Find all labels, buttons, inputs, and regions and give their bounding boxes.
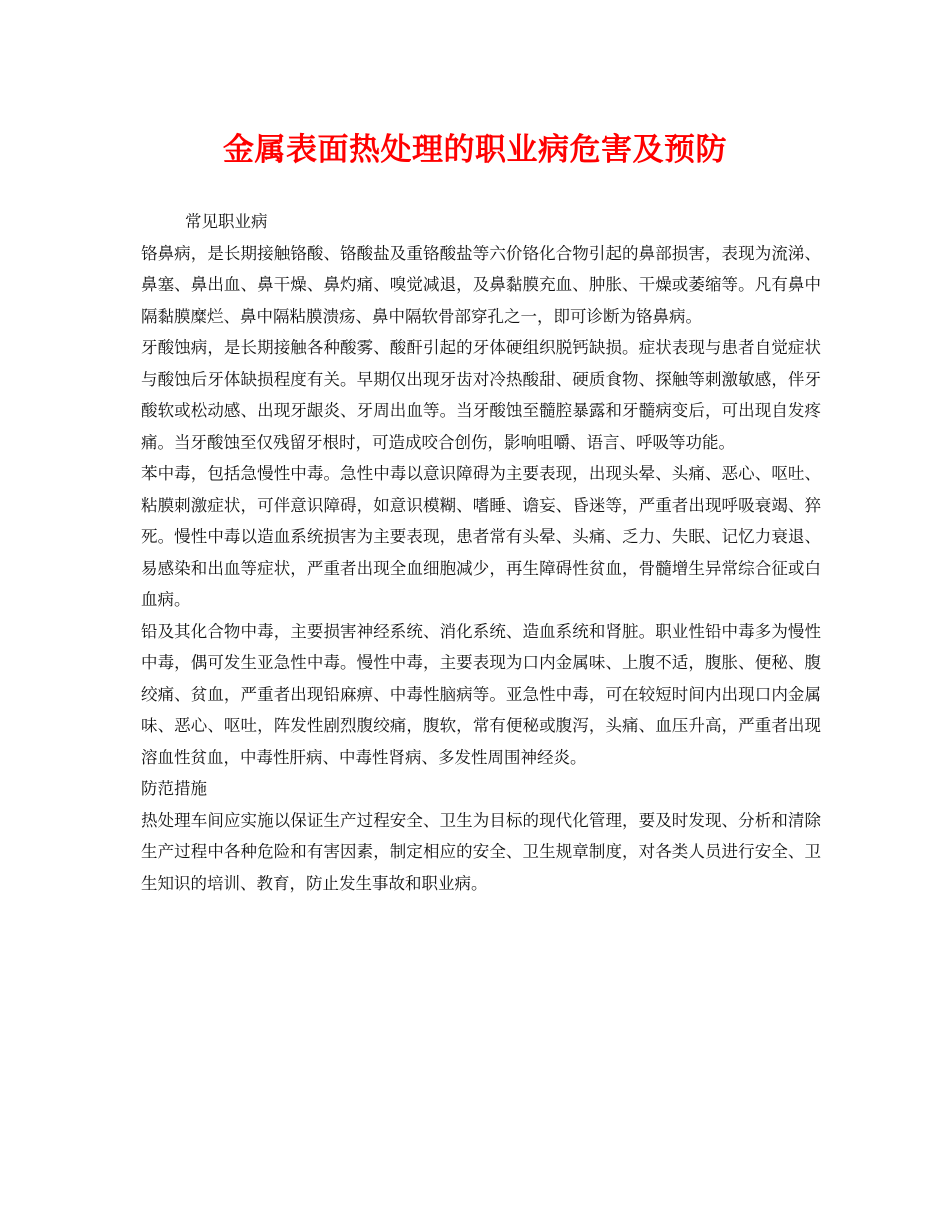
paragraph-benzene-poisoning: 苯中毒，包括急慢性中毒。急性中毒以意识障碍为主要表现，出现头晕、头痛、恶心、呕吐、粘膜刺激症状，可伴意识障碍，如意识模糊、嗜睡、谵妄、昏迷等，严重者出现呼吸衰竭、猝死。慢性中毒以造血系统损害为主要表现，患者常有头晕、头痛、乏力、失眠、记忆力衰退、易感染和出血等症状，严重者出现全血细胞减少，再生障碍性贫血，骨髓增生异常综合征或白血病。: [141, 464, 821, 609]
paragraph-dental-erosion: 牙酸蚀病，是长期接触各种酸雾、酸酐引起的牙体硬组织脱钙缺损。症状表现与患者自觉症状与酸蚀后牙体缺损程度有关。早期仅出现牙齿对冷热酸甜、硬质食物、探触等刺激敏感，伴牙酸软或松动感、出现牙龈炎、牙周出血等。当牙酸蚀至髓腔暴露和牙髓病变后，可出现自发疼痛。当牙酸蚀至仅残留牙根时，可造成咬合创伤，影响咀嚼、语言、呼吸等功能。: [141, 338, 821, 452]
document-title: 金属表面热处理的职业病危害及预防: [223, 132, 727, 168]
paragraph-lead-poisoning: 铅及其化合物中毒，主要损害神经系统、消化系统、造血系统和肾脏。职业性铅中毒多为慢性中毒，偶可发生亚急性中毒。慢性中毒，主要表现为口内金属味、上腹不适，腹胀、便秘、腹绞痛、贫血，严重者出现铅麻痹、中毒性脑病等。亚急性中毒，可在较短时间内出现口内金属味、恶心、呕吐，阵发性剧烈腹绞痛，腹软，常有便秘或腹泻，头痛、血压升高，严重者出现溶血性贫血，中毒性肝病、中毒性肾病、多发性周围神经炎。: [141, 621, 821, 767]
paragraph-chromium-nose-disease: 铬鼻病，是长期接触铬酸、铬酸盐及重铬酸盐等六价铬化合物引起的鼻部损害，表现为流涕、鼻塞、鼻出血、鼻干燥、鼻灼痛、嗅觉减退，及鼻黏膜充血、肿胀、干燥或萎缩等。凡有鼻中隔黏膜糜烂、鼻中隔粘膜溃疡、鼻中隔软骨部穿孔之一，即可诊断为铬鼻病。: [141, 243, 821, 326]
paragraph-prevention-measures: 热处理车间应实施以保证生产过程安全、卫生为目标的现代化管理，要及时发现、分析和清除生产过程中各种危险和有害因素，制定相应的安全、卫生规章制度，对各类人员进行安全、卫生知识的培训、教育，防止发生事故和职业病。: [141, 810, 821, 893]
section-heading-common-diseases: 常见职业病: [185, 212, 268, 231]
section-heading-prevention: 防范措施: [141, 779, 207, 798]
document-body: [141, 206, 821, 899]
